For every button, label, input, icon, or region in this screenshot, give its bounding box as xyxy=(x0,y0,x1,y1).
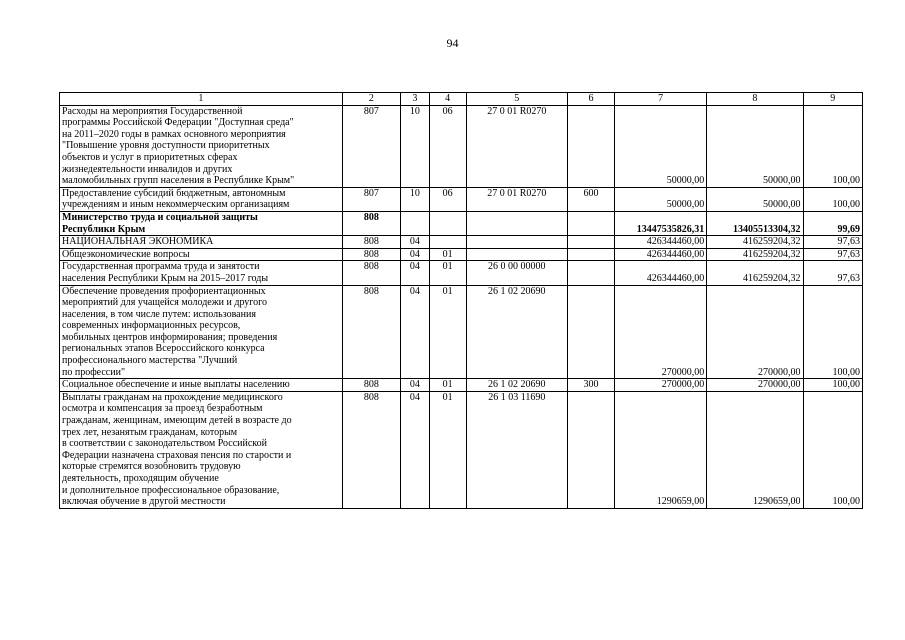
code-pr: 01 xyxy=(429,248,466,261)
row-name xyxy=(60,379,343,392)
code-vr xyxy=(567,248,614,261)
code-gr: 808 xyxy=(342,379,400,392)
amount-plan: 1290659,00 xyxy=(615,391,707,508)
column-number-2: 2 xyxy=(342,93,400,106)
code-csr: 26 1 03 11690 xyxy=(466,391,567,508)
row-name-line: населения Республики Крым на 2015–2017 годы xyxy=(62,272,269,284)
code-rz: 04 xyxy=(401,261,430,285)
row-name-line: НАЦИОНАЛЬНАЯ ЭКОНОМИКА xyxy=(62,236,214,248)
table-row xyxy=(60,187,863,211)
amount-actual: 270000,00 xyxy=(707,285,803,379)
amount-actual: 1290659,00 xyxy=(707,391,803,508)
code-pr: 01 xyxy=(429,379,466,392)
row-name-line: включая обучение в другой местности xyxy=(62,496,226,508)
table-row xyxy=(60,285,863,379)
amount-actual: 13405513304,32 xyxy=(707,211,803,235)
row-name-line: профессионального мастерства "Лучший xyxy=(62,355,238,367)
code-csr xyxy=(466,211,567,235)
row-name-line: региональных этапов Всероссийского конкурса xyxy=(62,343,265,355)
row-name-line: Государственная программа труда и занятости xyxy=(62,261,260,273)
code-gr: 808 xyxy=(342,391,400,508)
row-name-line: программы Российской Федерации "Доступная среда" xyxy=(62,117,294,129)
row-name-line: Обеспечение проведения профориентационных xyxy=(62,285,266,297)
row-name-line: Республики Крым xyxy=(62,223,146,235)
amount-plan: 13447535826,31 xyxy=(615,211,707,235)
code-vr: 600 xyxy=(567,187,614,211)
row-name-line: Федерации назначена страховая пенсия по старости и xyxy=(62,449,292,461)
code-gr: 807 xyxy=(342,105,400,187)
row-name-line: жизнедеятельности инвалидов и других xyxy=(62,163,233,175)
code-csr: 27 0 01 R0270 xyxy=(466,105,567,187)
amount-plan: 270000,00 xyxy=(615,379,707,392)
row-name-line: Социальное обеспечение и иные выплаты населению xyxy=(62,379,290,391)
page-number: 94 xyxy=(446,36,459,50)
code-vr xyxy=(567,285,614,379)
amount-actual: 50000,00 xyxy=(707,105,803,187)
row-name-line: на 2011–2020 годы в рамках основного мероприятия xyxy=(62,128,286,140)
code-rz: 04 xyxy=(401,236,430,249)
amount-actual: 416259204,32 xyxy=(707,261,803,285)
column-number-9: 9 xyxy=(803,93,862,106)
table-row xyxy=(60,379,863,392)
row-name xyxy=(60,391,343,508)
row-name-line: населения, в том числе путем: использования xyxy=(62,308,256,320)
amount-plan: 50000,00 xyxy=(615,105,707,187)
percent-executed: 97,63 xyxy=(803,236,862,249)
row-name-line: Предоставление субсидий бюджетным, автономным xyxy=(62,187,286,199)
percent-executed: 100,00 xyxy=(803,391,862,508)
row-name-line: Министерство труда и социальной защиты xyxy=(62,211,258,223)
code-vr xyxy=(567,105,614,187)
column-number-6: 6 xyxy=(567,93,614,106)
row-name-line: учреждениям и иным некоммерческим организациям xyxy=(62,199,290,211)
code-rz: 04 xyxy=(401,285,430,379)
row-name-line: мобильных центров информирования; проведения xyxy=(62,331,278,343)
row-name xyxy=(60,285,343,379)
row-name xyxy=(60,261,343,285)
column-number-5: 5 xyxy=(466,93,567,106)
code-csr: 27 0 01 R0270 xyxy=(466,187,567,211)
row-name-line: мероприятий для учащейся молодежи и другого xyxy=(62,297,268,309)
row-name-line: деятельность, проходящим обучение xyxy=(62,473,219,484)
row-name-line: трех лет, незанятым гражданам, которым xyxy=(62,426,238,438)
code-rz: 04 xyxy=(401,391,430,508)
code-rz: 04 xyxy=(401,248,430,261)
row-name xyxy=(60,187,343,211)
row-name-line: Общеэкономические вопросы xyxy=(62,248,190,260)
header-row xyxy=(60,93,863,106)
row-name xyxy=(60,211,343,235)
row-name-line: осмотра и компенсация за проезд безработным xyxy=(62,403,263,415)
code-pr: 01 xyxy=(429,261,466,285)
row-name-line: объектов и услуг в приоритетных сферах xyxy=(62,151,238,163)
table-row xyxy=(60,391,863,508)
amount-plan: 426344460,00 xyxy=(615,248,707,261)
code-gr: 807 xyxy=(342,187,400,211)
budget-table xyxy=(59,92,863,509)
percent-executed: 100,00 xyxy=(803,187,862,211)
amount-plan: 426344460,00 xyxy=(615,261,707,285)
table-row xyxy=(60,105,863,187)
row-name-line: по профессии" xyxy=(62,366,126,378)
row-name xyxy=(60,105,343,187)
code-pr: 06 xyxy=(429,187,466,211)
row-name-line: маломобильных групп населения в Республике Крым" xyxy=(62,175,295,187)
column-number-8: 8 xyxy=(707,93,803,106)
column-number-1: 1 xyxy=(60,93,343,106)
row-name-line: и дополнительное профессиональное образование, xyxy=(62,484,280,496)
code-pr xyxy=(429,211,466,235)
amount-plan: 270000,00 xyxy=(615,285,707,379)
code-pr: 01 xyxy=(429,285,466,379)
amount-plan: 50000,00 xyxy=(615,187,707,211)
code-vr xyxy=(567,261,614,285)
row-name-line: "Повышение уровня доступности приоритетных xyxy=(62,140,270,152)
percent-executed: 97,63 xyxy=(803,248,862,261)
percent-executed: 99,69 xyxy=(803,211,862,235)
row-name xyxy=(60,236,343,249)
percent-executed: 100,00 xyxy=(803,285,862,379)
code-csr xyxy=(466,236,567,249)
code-rz: 04 xyxy=(401,379,430,392)
table-row xyxy=(60,211,863,235)
percent-executed: 100,00 xyxy=(803,379,862,392)
code-vr xyxy=(567,391,614,508)
amount-actual: 416259204,32 xyxy=(707,248,803,261)
row-name-line: Выплаты гражданам на прохождение медицинского xyxy=(62,391,283,403)
percent-executed: 97,63 xyxy=(803,261,862,285)
code-csr: 26 1 02 20690 xyxy=(466,285,567,379)
code-gr: 808 xyxy=(342,248,400,261)
column-number-4: 4 xyxy=(429,93,466,106)
code-gr: 808 xyxy=(342,285,400,379)
column-number-3: 3 xyxy=(401,93,430,106)
code-csr xyxy=(466,248,567,261)
amount-actual: 50000,00 xyxy=(707,187,803,211)
row-name-line: Расходы на мероприятия Государственной xyxy=(62,105,243,117)
table-row xyxy=(60,236,863,249)
code-pr: 06 xyxy=(429,105,466,187)
code-pr xyxy=(429,236,466,249)
amount-plan: 426344460,00 xyxy=(615,236,707,249)
code-gr: 808 xyxy=(342,236,400,249)
code-vr: 300 xyxy=(567,379,614,392)
code-csr: 26 0 00 00000 xyxy=(466,261,567,285)
code-vr xyxy=(567,236,614,249)
amount-actual: 270000,00 xyxy=(707,379,803,392)
code-csr: 26 1 02 20690 xyxy=(466,379,567,392)
column-number-7: 7 xyxy=(615,93,707,106)
row-name-line: в соответствии с законодательством Российской xyxy=(62,438,267,450)
code-gr: 808 xyxy=(342,261,400,285)
table-row xyxy=(60,261,863,285)
table-row xyxy=(60,248,863,261)
code-vr xyxy=(567,211,614,235)
percent-executed: 100,00 xyxy=(803,105,862,187)
code-pr: 01 xyxy=(429,391,466,508)
table-body xyxy=(60,93,863,509)
code-rz xyxy=(401,211,430,235)
row-name xyxy=(60,248,343,261)
code-gr: 808 xyxy=(342,211,400,235)
row-name-line: которые стремятся возобновить трудовую xyxy=(62,461,241,473)
row-name-line: современных информационных ресурсов, xyxy=(62,320,241,332)
code-rz: 10 xyxy=(401,187,430,211)
code-rz: 10 xyxy=(401,105,430,187)
row-name-line: гражданам, женщинам, имеющим детей в возрасте до xyxy=(62,415,292,427)
amount-actual: 416259204,32 xyxy=(707,236,803,249)
